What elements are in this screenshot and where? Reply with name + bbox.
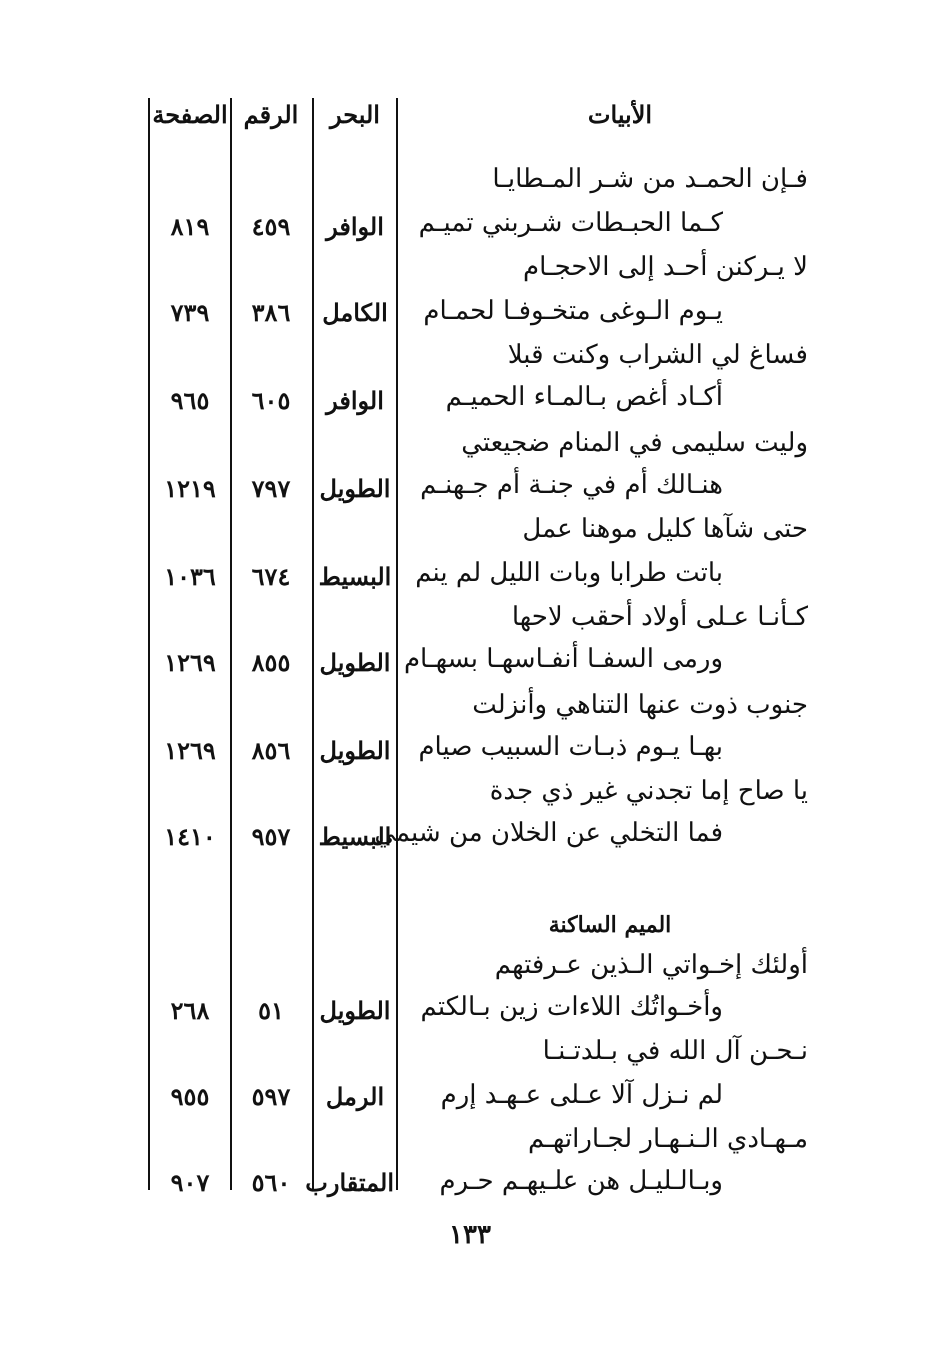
- verse-second-hemistich: هنـالك أم في جنـة أم جـهنـم: [420, 470, 723, 500]
- column-rule-number-meter: [312, 98, 314, 1190]
- verse-first-hemistich: حتى شآها كليل موهنا عمل: [522, 514, 808, 544]
- meter-cell: الطويل: [319, 648, 391, 677]
- verse-second-hemistich: وأخـواتُك اللاءات زين بـالكتم: [420, 992, 723, 1022]
- number-cell: ٨٥٦: [251, 736, 291, 765]
- meter-cell: الرمل: [325, 1082, 385, 1111]
- verse-second-hemistich: ورمى السفـا أنفـاسهـا بسهـام: [403, 644, 723, 674]
- number-cell: ٥٩٧: [251, 1082, 291, 1111]
- page-cell: ٩٥٥: [170, 1082, 210, 1111]
- number-cell: ٤٥٩: [251, 212, 291, 241]
- header-number: الرقم: [243, 100, 299, 129]
- column-rule-left: [148, 98, 150, 1190]
- column-rule-meter-verses: [396, 98, 398, 1190]
- verse-first-hemistich: يا صاح إما تجدني غير ذي جدة: [489, 776, 808, 806]
- verse-first-hemistich: أولئك إخـواتي الـذين عـرفتهم: [494, 950, 808, 980]
- meter-cell: الوافر: [326, 386, 384, 415]
- meter-cell: الوافر: [326, 212, 384, 241]
- verse-second-hemistich: باتت طرابا وبات الليل لم ينم: [415, 558, 723, 588]
- page-cell: ٨١٩: [170, 212, 210, 241]
- verse-second-hemistich: فما التخلي عن الخلان من شيمي: [374, 818, 723, 848]
- verse-second-hemistich: أكـاد أغص بـالمـاء الحميـم: [445, 382, 723, 412]
- verse-first-hemistich: نـحـن آل الله في بـلدتـنـا: [542, 1036, 808, 1066]
- page-cell: ١٢٦٩: [164, 736, 216, 765]
- number-cell: ٥١: [258, 996, 284, 1025]
- header-meter: البحر: [330, 100, 380, 129]
- meter-cell: الطويل: [319, 996, 391, 1025]
- verse-first-hemistich: جنوب ذوت عنها التناهي وأنزلت: [472, 690, 808, 720]
- verse-second-hemistich: يـوم الـوغى متخـوفـا لحمـام: [423, 296, 723, 326]
- column-rule-page-number: [230, 98, 232, 1190]
- section-title: الميم الساكنة: [548, 912, 672, 938]
- verse-second-hemistich: كـما الحبـطات شـربني تميـم: [418, 208, 723, 238]
- meter-cell: البسيط: [318, 562, 392, 591]
- verse-first-hemistich: مـهـادي الـنـهـار لجـاراتهـم: [528, 1124, 808, 1154]
- header-page: الصفحة: [152, 100, 228, 129]
- meter-cell: الكامل: [322, 298, 388, 327]
- number-cell: ٦٠٥: [251, 386, 291, 415]
- number-cell: ٦٧٤: [251, 562, 291, 591]
- verse-second-hemistich: لم نـزل آلا عـلى عـهـد إرم: [440, 1080, 723, 1110]
- page-cell: ٧٣٩: [170, 298, 210, 327]
- page-number: ١٣٣: [449, 1220, 491, 1250]
- page-cell: ١٠٣٦: [164, 562, 216, 591]
- verse-first-hemistich: فـإن الحمـد من شـر المـطايـا: [492, 164, 808, 194]
- verse-first-hemistich: وليت سليمى في المنام ضجيعتي: [461, 428, 808, 458]
- page-cell: ١٤١٠: [164, 822, 216, 851]
- verse-first-hemistich: لا يـركنن أحـد إلى الاحجـام: [522, 252, 808, 282]
- page-cell: ٢٦٨: [170, 996, 210, 1025]
- header-verses: الأبيات: [587, 100, 653, 129]
- meter-cell: البسيط: [318, 822, 392, 851]
- page-cell: ١٢٦٩: [164, 648, 216, 677]
- page-cell: ٩٠٧: [170, 1168, 210, 1197]
- page-cell: ١٢١٩: [164, 474, 216, 503]
- number-cell: ٨٥٥: [251, 648, 291, 677]
- page-cell: ٩٦٥: [170, 386, 210, 415]
- meter-cell: الطويل: [319, 736, 391, 765]
- meter-cell: المتقارب: [305, 1168, 394, 1197]
- number-cell: ٩٥٧: [251, 822, 291, 851]
- number-cell: ٥٦٠: [251, 1168, 291, 1197]
- verse-first-hemistich: فساغ لي الشراب وكنت قبلا: [507, 340, 808, 370]
- number-cell: ٧٩٧: [251, 474, 291, 503]
- verse-second-hemistich: وبـالـليـل هن علـيهـم حـرم: [439, 1166, 723, 1196]
- verse-second-hemistich: بهـا يـوم ذبـات السبيب صيام: [418, 732, 723, 762]
- number-cell: ٣٨٦: [251, 298, 291, 327]
- meter-cell: الطويل: [319, 474, 391, 503]
- verse-first-hemistich: كـأنـا عـلى أولاد أحقب لاحها: [511, 602, 808, 632]
